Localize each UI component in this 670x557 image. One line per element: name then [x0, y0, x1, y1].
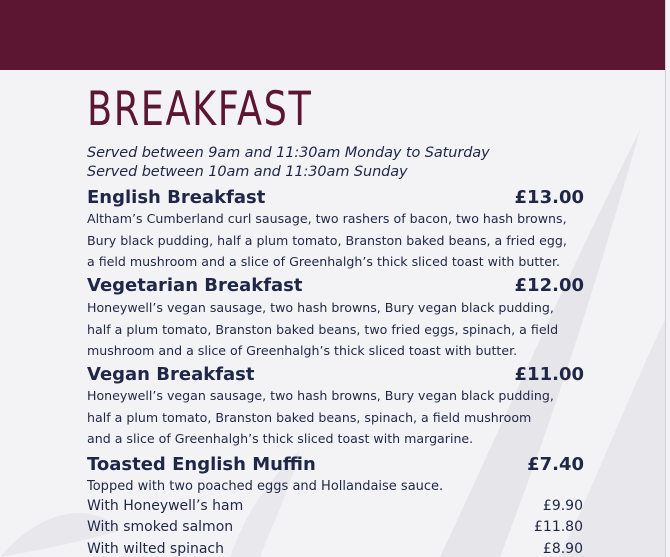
menu-item-vegetarian-breakfast [87, 275, 584, 299]
served-hours-sunday: Served between 10am and 11:30am Sunday [87, 164, 408, 180]
description-line: Topped with two poached eggs and Hollandaise sauce. [87, 479, 444, 494]
item-description [87, 208, 587, 273]
option-label: With smoked salmon [87, 519, 234, 535]
description-line: Bury black pudding, half a plum tomato, Branston baked beans, a fried egg, [87, 232, 567, 248]
item-price: £7.40 [527, 454, 584, 475]
item-description [87, 385, 587, 450]
item-name: Toasted English Muffin [87, 454, 316, 475]
section-title: BREAKFAST [87, 82, 313, 137]
option-price: £9.90 [542, 498, 583, 514]
description-line: and a slice of Greenhalgh’s thick sliced toast with margarine. [87, 431, 474, 446]
option-price: £11.80 [534, 519, 583, 535]
description-line: half a plum tomato, Branston baked beans, spinach, a field mushroom [87, 409, 532, 425]
item-name: English Breakfast [87, 187, 266, 208]
description-line: a field mushroom and a slice of Greenhalgh’s thick sliced toast with butter. [87, 254, 561, 269]
description-line: Altham’s Cumberland curl sausage, two rashers of bacon, two hash browns, [87, 211, 567, 226]
description-line: Honeywell’s vegan sausage, two hash browns, Bury vegan black pudding, [87, 300, 554, 315]
menu-item-toasted-english-muffin [87, 454, 584, 478]
item-price: £11.00 [514, 364, 584, 385]
description-line: Honeywell’s vegan sausage, two hash browns, Bury vegan black pudding, [87, 388, 554, 403]
header-bar [0, 0, 665, 70]
item-description [87, 476, 587, 498]
item-price: £12.00 [514, 275, 584, 296]
option-label: With Honeywell’s ham [87, 498, 244, 514]
served-hours-weekday: Served between 9am and 11:30am Monday to Saturday [87, 145, 490, 161]
description-line: mushroom and a slice of Greenhalgh’s thick sliced toast with butter. [87, 343, 518, 358]
page-edge [665, 0, 666, 557]
item-price: £13.00 [514, 187, 584, 208]
item-name: Vegan Breakfast [87, 364, 255, 385]
option-label: With wilted spinach [87, 541, 224, 557]
description-line: half a plum tomato, Branston baked beans, two fried eggs, spinach, a field [87, 321, 559, 337]
item-name: Vegetarian Breakfast [87, 275, 303, 296]
item-description [87, 297, 587, 362]
option-price: £8.90 [542, 541, 583, 557]
